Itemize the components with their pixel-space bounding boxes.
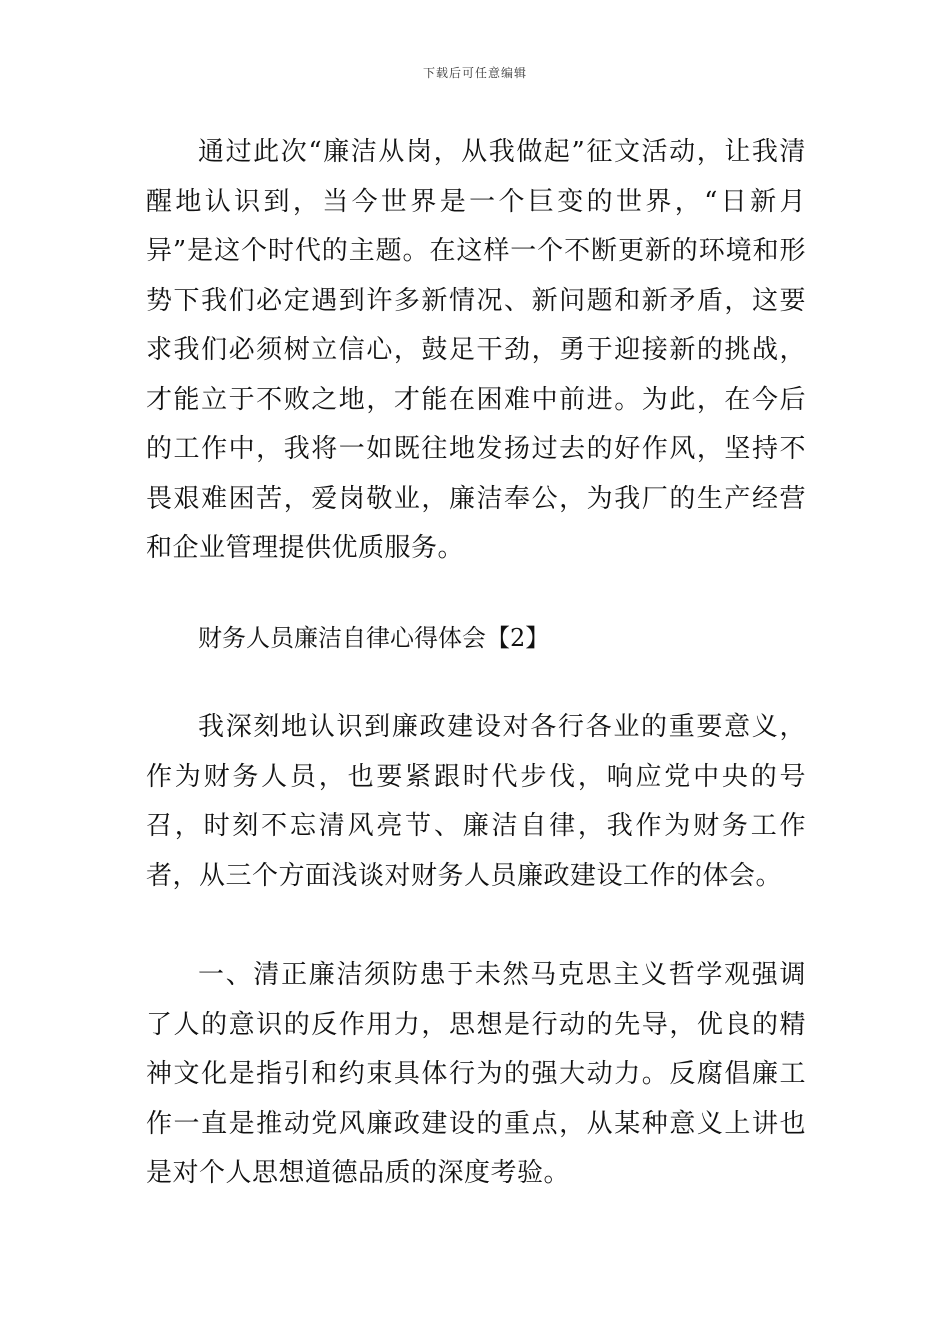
paragraph-3: 一、清正廉洁须防患于未然马克思主义哲学观强调了人的意识的反作用力，思想是行动的先导，优良的精神文化是指引和约束具体行为的强大动力。反腐倡廉工作一直是推动党风廉政建设的重点，从某种意义上讲也是对个人思想道德品质的深度考验。 <box>146 960 806 1188</box>
page-header: 下载后可任意编辑 <box>422 66 527 80</box>
paragraph-1: 通过此次“廉洁从岗，从我做起”征文活动，让我清醒地认识到，当今世界是一个巨变的世界，“日新月异”是这个时代的主题。在这样一个不断更新的环境和形势下我们必定遇到许多新情况、新问题和新矛盾，这要求我们必须树立信心，鼓足干劲，勇于迎接新的挑战，才能立于不败之地，才能在困难中前进。为此，在今后的工作中，我将一如既往地发扬过去的好作风，坚持不畏艰难困苦，爱岗敬业，廉洁奉公，为我厂的生产经营和企业管理提供优质服务。 <box>146 137 806 563</box>
spacer <box>146 901 806 951</box>
section-heading: 财务人员廉洁自律心得体会【2】 <box>198 623 550 652</box>
paragraph-2: 我深刻地认识到廉政建设对各行各业的重要意义，作为财务人员，也要紧跟时代步伐，响应党中央的号召，时刻不忘清风亮节、廉洁自律，我作为财务工作者，从三个方面浅谈对财务人员廉政建设工作的体会。 <box>146 712 806 891</box>
spacer <box>146 574 806 614</box>
document-body <box>146 128 806 1199</box>
spacer <box>146 663 806 703</box>
